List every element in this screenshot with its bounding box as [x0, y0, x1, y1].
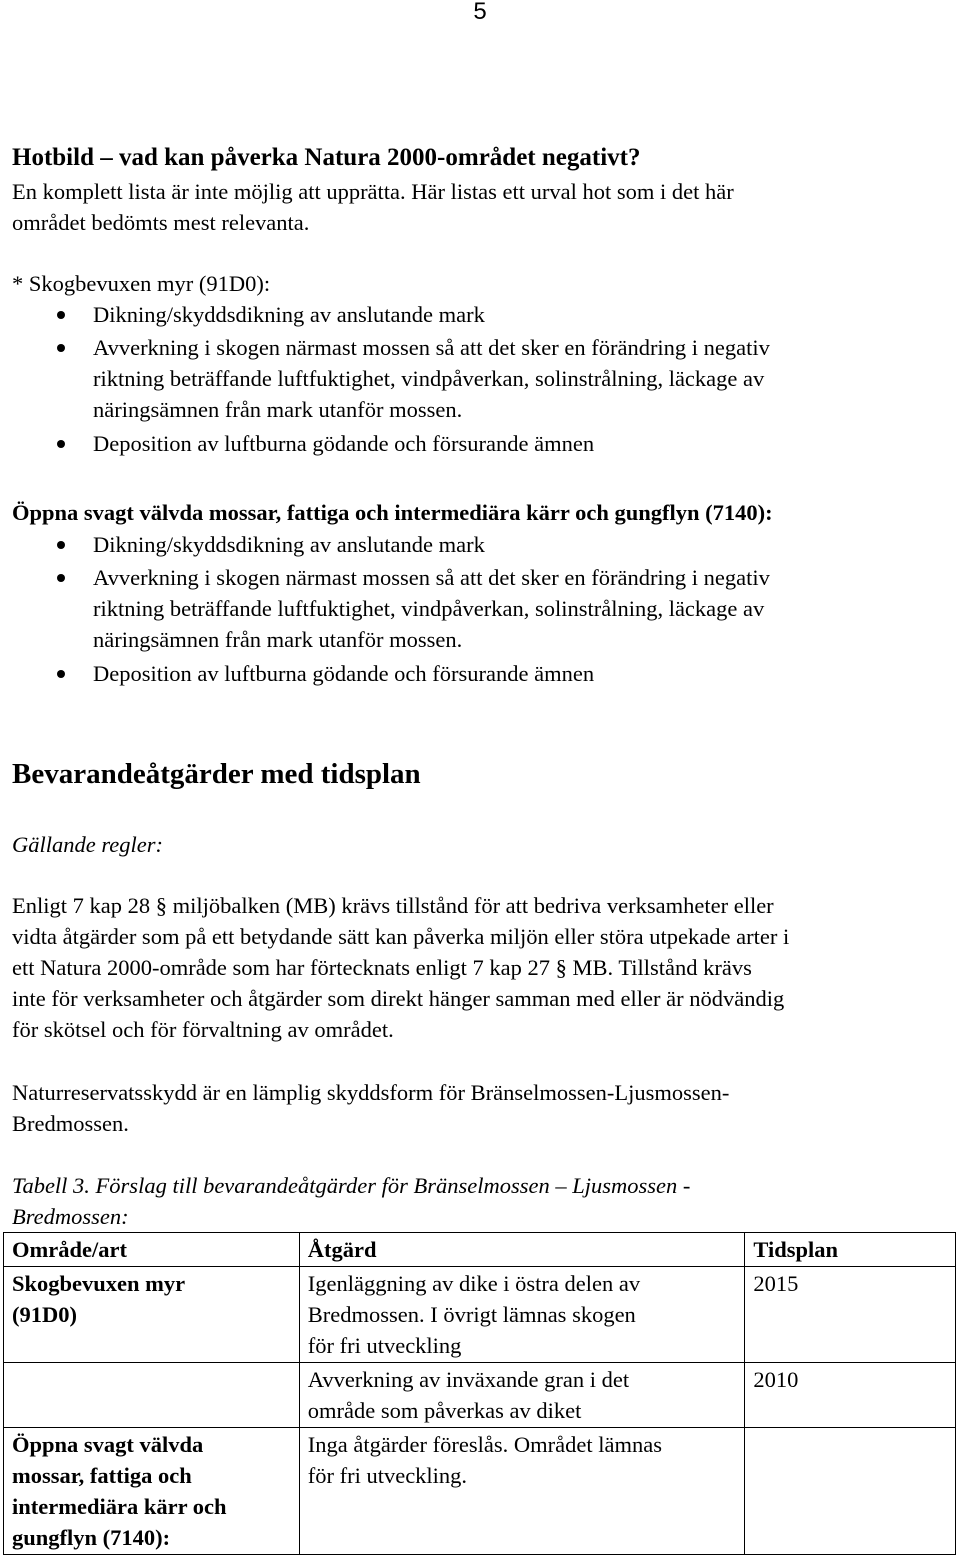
rules-paragraph: Enligt 7 kap 28 § miljöbalken (MB) krävs tillstånd för att bedriva verksamheter eller vidta åtgärder som på ett betydande sätt kan påverka miljön eller störa utpekade arter i ett Natura 2000-område som har förtecknats enligt 7 kap 27 § MB. Tillstånd krävs inte för verksamheter och åtgärder som direkt hänger samman med eller är nödvändig för skötsel och för förvaltning av området.	[12, 893, 790, 1042]
list-item: Deposition av luftburna gödande och försurande ämnen	[12, 658, 952, 689]
header-schedule: Tidsplan	[745, 1233, 956, 1267]
cell-schedule: 2015	[745, 1267, 956, 1363]
threat-group-1-list	[12, 299, 952, 459]
list-item: Dikning/skyddsdikning av anslutande mark	[12, 299, 952, 330]
threats-intro-line-2: området bedömts mest relevanta.	[12, 210, 310, 235]
threat-group-2-heading: Öppna svagt välvda mossar, fattiga och intermediära kärr och gungflyn (7140):	[12, 500, 773, 525]
bullet-icon	[57, 574, 65, 582]
cell-action: Inga åtgärder föreslås. Området lämnas för fri utveckling.	[299, 1428, 745, 1555]
table-caption: Tabell 3. Förslag till bevarandeåtgärder för Bränselmossen – Ljusmossen - Bredmossen:	[12, 1173, 691, 1229]
list-item: Dikning/skyddsdikning av anslutande mark	[12, 529, 952, 560]
threats-title: Hotbild – vad kan påverka Natura 2000-området negativt?	[12, 144, 641, 171]
table-header-row	[4, 1233, 956, 1267]
reserve-paragraph: Naturreservatsskydd är en lämplig skyddsform för Bränselmossen-Ljusmossen- Bredmossen.	[12, 1080, 730, 1136]
table-row	[4, 1363, 956, 1428]
bullet-icon	[57, 541, 65, 549]
cell-schedule	[745, 1428, 956, 1555]
cell-action: Avverkning av inväxande gran i det område som påverkas av diket	[299, 1363, 745, 1428]
bullet-icon	[57, 344, 65, 352]
header-area: Område/art	[4, 1233, 300, 1267]
bullet-icon	[57, 311, 65, 319]
list-item: Avverkning i skogen närmast mossen så att det sker en förändring i negativ riktning beträffande luftfuktighet, vindpåverkan, solinstrålning, läckage av näringsämnen från mark utanför mossen.	[12, 332, 952, 425]
table-row	[4, 1267, 956, 1363]
list-item: Deposition av luftburna gödande och försurande ämnen	[12, 428, 952, 459]
bullet-icon	[57, 440, 65, 448]
page-number: 5	[473, 0, 487, 25]
threats-intro-line-1: En komplett lista är inte möjlig att upprätta. Här listas ett urval hot som i det här	[12, 179, 734, 204]
rules-label: Gällande regler:	[12, 832, 164, 857]
cell-schedule: 2010	[745, 1363, 956, 1428]
cell-action: Igenläggning av dike i östra delen av Bredmossen. I övrigt lämnas skogen för fri utveckling	[299, 1267, 745, 1363]
cell-area: Skogbevuxen myr (91D0)	[4, 1267, 300, 1363]
table-row	[4, 1428, 956, 1555]
header-action: Åtgärd	[299, 1233, 745, 1267]
threat-group-2-list	[12, 529, 952, 689]
bullet-icon	[57, 670, 65, 678]
measures-table	[3, 1232, 956, 1555]
list-item: Avverkning i skogen närmast mossen så att det sker en förändring i negativ riktning beträffande luftfuktighet, vindpåverkan, solinstrålning, läckage av näringsämnen från mark utanför mossen.	[12, 562, 952, 655]
threat-group-1-heading: * Skogbevuxen myr (91D0):	[12, 271, 271, 296]
cell-area	[4, 1363, 300, 1428]
cell-area: Öppna svagt välvda mossar, fattiga och intermediära kärr och gungflyn (7140):	[4, 1428, 300, 1555]
conservation-title: Bevarandeåtgärder med tidsplan	[12, 758, 421, 790]
